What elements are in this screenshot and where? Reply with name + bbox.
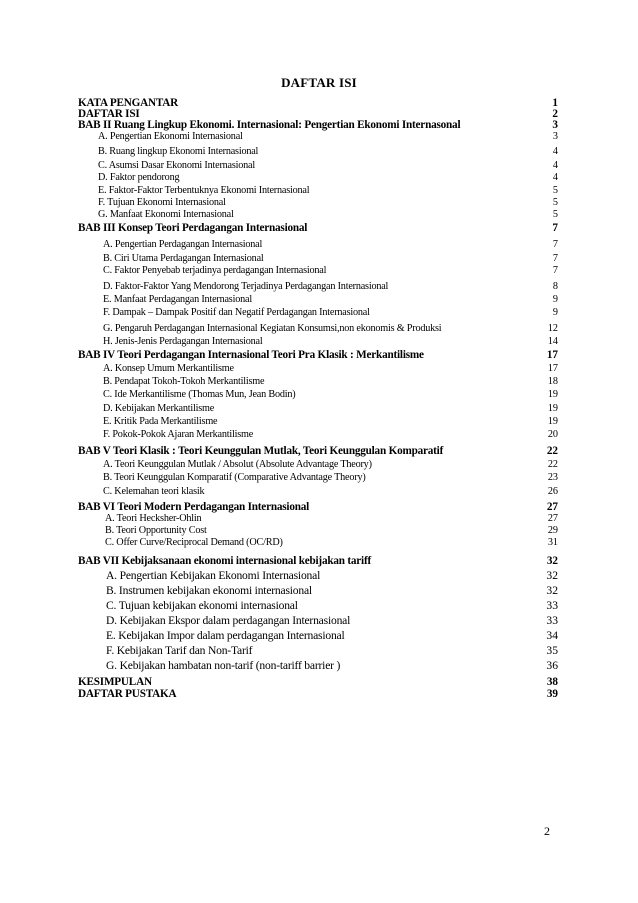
toc-entry <box>78 389 558 401</box>
toc-entry-page: 34 <box>546 629 558 642</box>
toc-entry-label: E. Manfaat Perdagangan Internasional <box>103 294 252 305</box>
toc-entry-page: 19 <box>547 416 558 427</box>
toc-entry-page: 7 <box>552 265 558 276</box>
toc-entry-label: D. Faktor-Faktor Yang Mendorong Terjadinya Perdagangan Internasional <box>103 281 389 292</box>
toc-entry <box>78 172 558 184</box>
toc-entry-label: D. Kebijakan Ekspor dalam perdagangan Internasional <box>106 614 351 627</box>
toc-entry-page: 33 <box>546 599 558 612</box>
toc-entry-page: 32 <box>546 584 558 597</box>
toc-entry-label: E. Faktor-Faktor Terbentuknya Ekonomi Internasional <box>98 185 310 196</box>
toc-entry-label: F. Kebijakan Tarif dan Non-Tarif <box>106 644 253 657</box>
toc-entry <box>78 222 558 234</box>
toc-entry <box>78 119 558 131</box>
page-number: 2 <box>544 824 550 838</box>
toc-entry <box>78 615 558 627</box>
toc-entry-page: 20 <box>547 429 558 440</box>
toc-entry-label: C. Tujuan kebijakan ekonomi internasional <box>106 599 298 612</box>
toc-entry-label: B. Teori Keunggulan Komparatif (Comparative Advantage Theory) <box>103 472 366 483</box>
toc-entry-label: BAB III Konsep Teori Perdagangan Internasional <box>78 222 308 234</box>
toc-entry <box>78 185 558 197</box>
toc-entry-page: 32 <box>546 569 558 582</box>
toc-entry-page: 27 <box>547 513 558 524</box>
toc-entry-page: 32 <box>546 555 558 567</box>
toc-entry-page: 19 <box>547 403 558 414</box>
toc-entry-label: A. Pengertian Ekonomi Internasional <box>98 131 243 142</box>
page-title: DAFTAR ISI <box>281 75 357 90</box>
toc-entry <box>78 472 558 484</box>
toc-entry-label: A. Teori Keunggulan Mutlak / Absolut (Absolute Advantage Theory) <box>103 459 372 470</box>
toc-entry <box>78 429 558 441</box>
toc-entry-label: F. Pokok-Pokok Ajaran Merkantilisme <box>103 429 254 440</box>
toc-entry <box>78 660 558 672</box>
toc-entry-page: 9 <box>552 307 558 318</box>
toc-entry-label: A. Pengertian Perdagangan Internasional <box>103 239 263 250</box>
toc-entry-page: 5 <box>552 209 558 220</box>
toc-entry <box>78 555 558 567</box>
toc-entry <box>78 131 558 143</box>
toc-entry-page: 31 <box>547 537 558 548</box>
toc-entry-label: F. Dampak – Dampak Positif dan Negatif Perdagangan Internasional <box>103 307 370 318</box>
toc-entry-page: 22 <box>547 459 558 470</box>
toc-entry-label: KATA PENGANTAR <box>78 97 179 109</box>
toc-entry-page: 39 <box>546 688 558 700</box>
toc-entry <box>78 253 558 265</box>
toc-entry-label: BAB VI Teori Modern Perdagangan Internasional <box>78 501 310 513</box>
toc-entry <box>78 416 558 428</box>
toc-entry-page: 1 <box>552 97 558 109</box>
toc-entry <box>78 281 558 293</box>
toc-entry-page: 38 <box>546 676 558 688</box>
toc-entry-label: KESIMPULAN <box>78 676 152 688</box>
toc-entry <box>78 630 558 642</box>
toc-entry <box>78 459 558 471</box>
toc-entry-page: 4 <box>552 172 558 183</box>
toc-entry <box>78 265 558 277</box>
toc-entry <box>78 336 558 348</box>
toc-entry-page: 14 <box>547 336 558 347</box>
toc-entry <box>78 600 558 612</box>
toc-entry-page: 4 <box>552 146 558 157</box>
toc-entry-label: F. Tujuan Ekonomi Internasional <box>98 197 226 208</box>
toc-entry <box>78 403 558 415</box>
toc-entry <box>78 688 558 700</box>
toc-entry <box>78 323 558 335</box>
toc-entry <box>78 239 558 251</box>
toc-entry-label: B. Ciri Utama Perdagangan Internasional <box>103 253 264 264</box>
toc-entry-page: 27 <box>546 501 558 513</box>
toc-entry-page: 4 <box>552 160 558 171</box>
toc-entry-label: G. Manfaat Ekonomi Internasional <box>98 209 234 220</box>
toc-entry-page: 29 <box>547 525 558 536</box>
toc-entry <box>78 197 558 209</box>
toc-entry-page: 22 <box>546 445 558 457</box>
toc-entry <box>78 585 558 597</box>
toc-entry-page: 8 <box>552 281 558 292</box>
toc-entry-label: BAB II Ruang Lingkup Ekonomi. Internasional: Pengertian Ekonomi Internasonal <box>78 119 461 131</box>
toc-entry-label: BAB V Teori Klasik : Teori Keunggulan Mutlak, Teori Keunggulan Komparatif <box>78 445 444 457</box>
toc-entry-label: BAB VII Kebijaksanaan ekonomi internasional kebijakan tariff <box>78 555 372 567</box>
toc-entry-label: C. Ide Merkantilisme (Thomas Mun, Jean Bodin) <box>103 389 296 400</box>
toc-entry-label: B. Instrumen kebijakan ekonomi internasional <box>106 584 312 597</box>
toc-entry <box>78 307 558 319</box>
toc-entry-page: 23 <box>547 472 558 483</box>
toc-entry <box>78 294 558 306</box>
toc-entry-page: 26 <box>547 486 558 497</box>
toc-entry <box>78 363 558 375</box>
toc-entry-label: B. Teori Opportunity Cost <box>105 525 207 536</box>
toc-entry <box>78 486 558 498</box>
toc-entry <box>78 645 558 657</box>
toc-entry <box>78 445 558 457</box>
toc-entry <box>78 209 558 221</box>
toc-entry-page: 17 <box>547 363 558 374</box>
toc-entry-label: H. Jenis-Jenis Perdagangan Internasional <box>103 336 263 347</box>
toc-entry <box>78 501 558 513</box>
toc-entry-label: G. Kebijakan hambatan non-tarif (non-tariff barrier ) <box>106 659 341 672</box>
toc-entry <box>78 513 558 525</box>
toc-entry <box>78 537 558 549</box>
toc-entry-page: 7 <box>552 253 558 264</box>
toc-entry-page: 7 <box>552 222 558 234</box>
toc-entry-page: 9 <box>552 294 558 305</box>
toc-entry-label: C. Offer Curve/Reciprocal Demand (OC/RD) <box>105 537 283 548</box>
toc-entry-page: 19 <box>547 389 558 400</box>
toc-entry-label: C. Kelemahan teori klasik <box>103 486 205 497</box>
toc-entry-label: E. Kebijakan Impor dalam perdagangan Internasional <box>106 629 345 642</box>
toc-entry <box>78 570 558 582</box>
toc-entry-page: 7 <box>552 239 558 250</box>
toc-entry-page: 2 <box>552 108 558 120</box>
toc-entry <box>78 676 558 688</box>
toc-entry-page: 36 <box>546 659 558 672</box>
toc-entry <box>78 525 558 537</box>
toc-entry-label: B. Pendapat Tokoh-Tokoh Merkantilisme <box>103 376 265 387</box>
toc-entry-page: 17 <box>546 349 558 361</box>
toc-entry <box>78 349 558 361</box>
toc-entry-label: A. Pengertian Kebijakan Ekonomi Internasional <box>106 569 321 582</box>
toc-entry-label: C. Asumsi Dasar Ekonomi Internasional <box>98 160 255 171</box>
toc-entry-page: 12 <box>547 323 558 334</box>
toc-entry-label: A. Konsep Umum Merkantilisme <box>103 363 234 374</box>
toc-entry-label: DAFTAR ISI <box>78 108 140 120</box>
toc-entry-label: BAB IV Teori Perdagangan Internasional Teori Pra Klasik : Merkantilisme <box>78 349 424 361</box>
toc-entry-label: B. Ruang lingkup Ekonomi Internasional <box>98 146 259 157</box>
toc-entry-page: 5 <box>552 185 558 196</box>
toc-entry-label: G. Pengaruh Perdagangan Internasional Kegiatan Konsumsi,non ekonomis & Produksi <box>103 323 442 334</box>
toc-entry-label: E. Kritik Pada Merkantilisme <box>103 416 218 427</box>
toc-entry-label: D. Kebijakan Merkantilisme <box>103 403 215 414</box>
toc-entry-page: 35 <box>546 644 558 657</box>
toc-entry-page: 3 <box>552 131 558 142</box>
toc-entry <box>78 146 558 158</box>
toc-entry-label: A. Teori Hecksher-Ohlin <box>105 513 202 524</box>
toc-entry-page: 5 <box>552 197 558 208</box>
toc-entry-label: D. Faktor pendorong <box>98 172 180 183</box>
toc-entry-page: 18 <box>547 376 558 387</box>
toc-entry <box>78 376 558 388</box>
toc-entry-page: 3 <box>552 119 558 131</box>
toc-entry-label: DAFTAR PUSTAKA <box>78 688 177 700</box>
toc-entry <box>78 160 558 172</box>
toc-entry-page: 33 <box>546 614 558 627</box>
toc-entry-label: C. Faktor Penyebab terjadinya perdagangan Internasional <box>103 265 327 276</box>
